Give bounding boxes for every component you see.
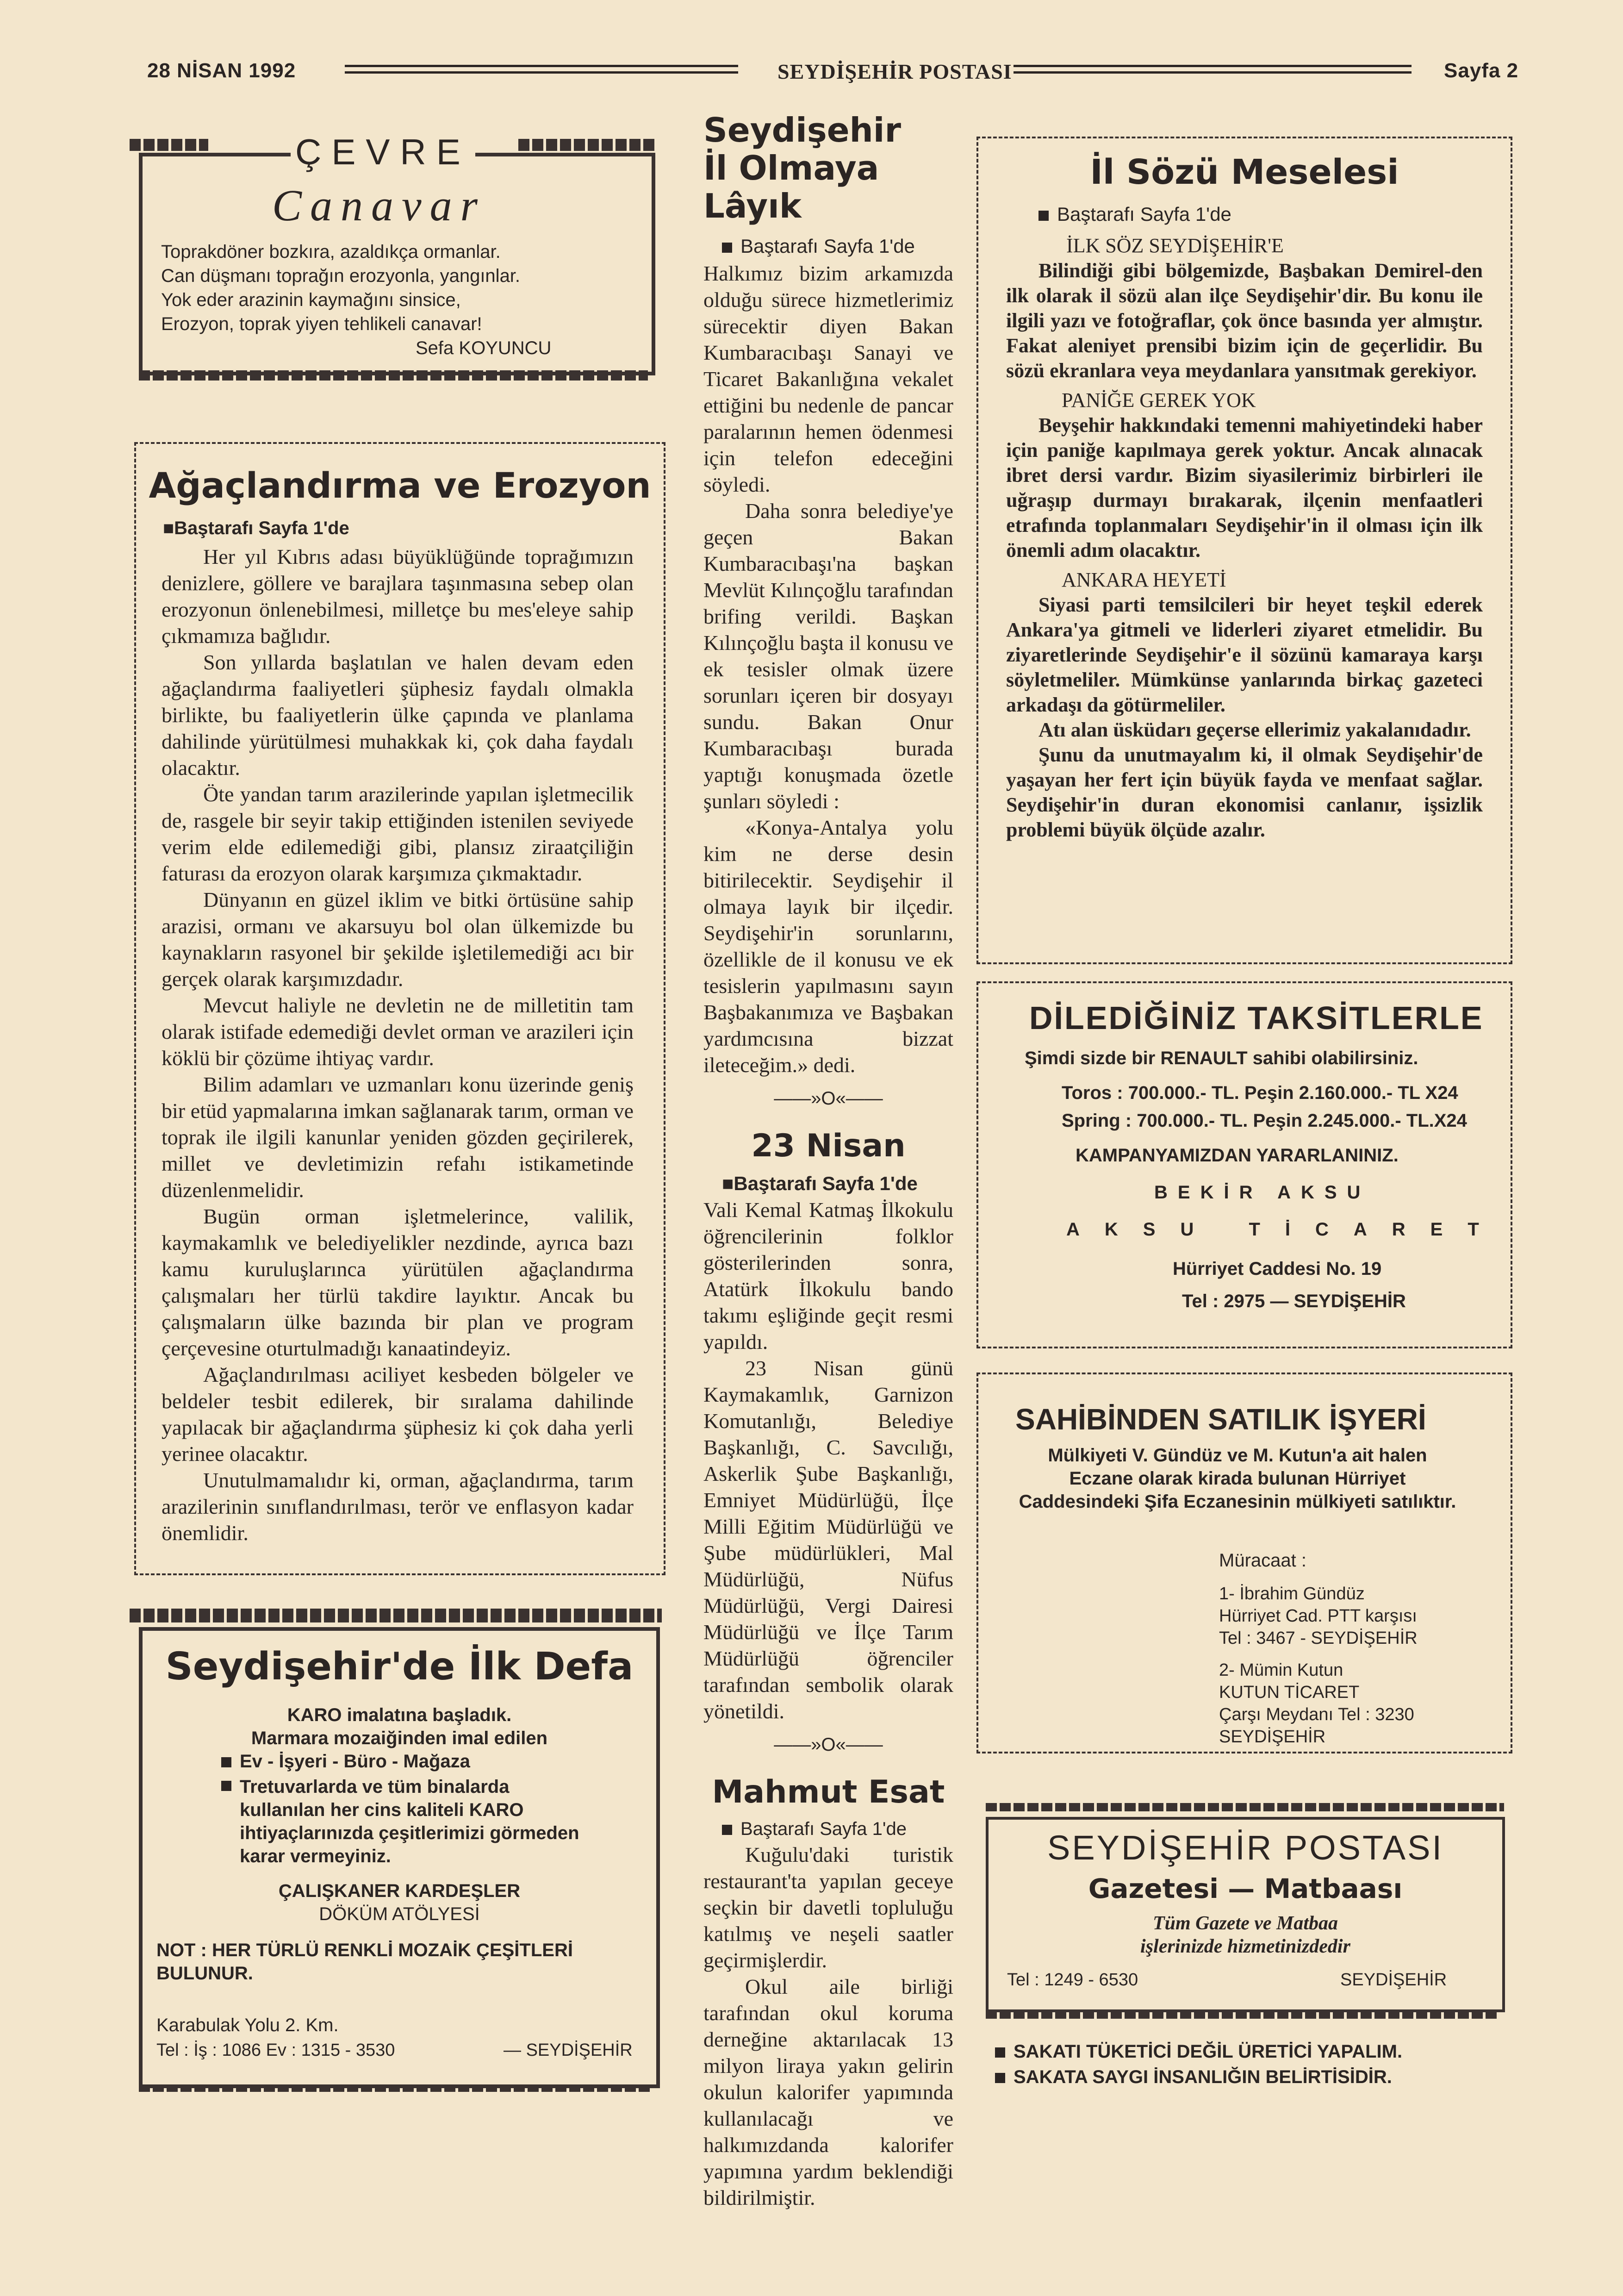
- karo-company1: ÇALIŞKANER KARDEŞLER: [278, 1881, 521, 1901]
- erosion-title: Ağaçlandırma ve Erozyon: [149, 465, 651, 506]
- separator: ——»O«——: [774, 1088, 883, 1109]
- header-date: 28 NİSAN 1992: [147, 59, 296, 82]
- renault-ad-box: [976, 981, 1512, 1348]
- il-sozu-title: İl Sözü Meselesi: [1090, 152, 1399, 192]
- renault-owner: BEKİR AKSU: [1154, 1182, 1371, 1203]
- erosion-continued: ■Baştarafı Sayfa 1'de: [163, 518, 349, 538]
- contact-line: SEYDİŞEHİR: [1219, 1727, 1326, 1747]
- karo-bullet2: [221, 1775, 582, 1868]
- renault-toros-price: Toros : 700.000.- TL. Peşin 2.160.000.- TL X24: [1062, 1083, 1458, 1103]
- paragraph: Dünyanın en güzel iklim ve bitki örtüsüne sahip arazisi, ormanı ve akarsuyu bol olan ülkemizde bu kaynakların rasyonel bir şekilde işletilemediği acı bir gerçek olarak karşımızdadır.: [162, 888, 634, 991]
- header-page-number: Sayfa 2: [1444, 59, 1519, 82]
- sale-contact1: [1219, 1583, 1418, 1649]
- paragraph: Öte yandan tarım arazilerinde yapılan işletmecilik de, rasgele bir seyir takip ettiğinden istenilen seviyede verim elde edilemediği gibi, plansız ziraatçiliğin faturası da erozyon olarak karşımıza çıkmaktadır.: [162, 782, 634, 885]
- poem-box: [139, 131, 655, 375]
- postasi-city: SEYDİŞEHİR: [1340, 1970, 1447, 1990]
- paragraph: Halkımız bizim arkamızda olduğu sürece hizmetlerimiz sürecektir diyen Bakan Kumbaracıbaşı Sanayi ve Ticaret Bakanlığına vekalet ettiğini bu nedenle de pancar paralarının hemen ödenmesi için telefon edeceğini söyledi.: [703, 262, 953, 496]
- paragraph: Şunu da unutmayalım ki, il olmak Seydişehir'de yaşayan her fert için büyük fayda ve menfaat sağlar. Seydişehir'in duran ekonomisi canlanır, işsizlik problemi büyük ölçüde azalır.: [1006, 743, 1483, 841]
- nisan-continued: ■Baştarafı Sayfa 1'de: [722, 1173, 918, 1194]
- contact-line: 1- İbrahim Gündüz: [1219, 1584, 1365, 1603]
- sale-muracaat: Müracaat :: [1219, 1550, 1306, 1571]
- poem-line: Yok eder arazinin kaymağını sinsice,: [161, 290, 461, 310]
- bullet-icon: [722, 1825, 732, 1835]
- il-olmaya-title1: Seydişehir: [703, 111, 901, 150]
- poem-border-top-right: [518, 139, 657, 151]
- il-sozu-body: [1006, 233, 1483, 842]
- paragraph: «Konya-Antalya yolu kim ne derse desin bitirilecektir. Seydişehir il olmaya layık bir ilçedir. Seydişehir'in sorunlarını, özellikle de il konusu ve ek tesislerin yapılmasını sayın Başbakanımıza ve Başbakan yardımcısına bizzat ileteceğim.» dedi.: [703, 816, 953, 1077]
- contact-line: Çarşı Meydanı Tel : 3230: [1219, 1705, 1414, 1724]
- poem-border-top-left: [130, 139, 208, 151]
- postasi-ad-box: [986, 1817, 1505, 2012]
- il-olmaya-title2: İl Olmaya Lâyık: [703, 149, 879, 225]
- karo-phone: Tel : İş : 1086 Ev : 1315 - 3530: [156, 2040, 395, 2060]
- paragraph: Vali Kemal Katmaş İlkokulu öğrencilerinin folklor gösterilerinden sonra, Atatürk İlkokulu bando takımı eşliğinde geçit resmi yapıldı.: [703, 1198, 953, 1354]
- renault-title: DİLEDİĞİNİZ TAKSİTLERLE: [1029, 1000, 1484, 1036]
- renault-campaign: KAMPANYAMIZDAN YARARLANINIZ.: [1076, 1145, 1399, 1166]
- poem-author: Sefa KOYUNCU: [416, 338, 552, 358]
- sale-text: Mülkiyeti V. Gündüz ve M. Kutun'a ait halen Eczane olarak kirada bulunan Hürriyet Caddesindeki Şifa Eczanesinin mülkiyeti satılıktır.: [1019, 1445, 1456, 1512]
- karo-bullet1-text: Ev - İşyeri - Büro - Mağaza: [240, 1751, 470, 1772]
- bullet-icon: [221, 1781, 231, 1791]
- il-sozu-subheading: PANİĞE GEREK YOK: [1062, 389, 1256, 412]
- paragraph: Kuğulu'daki turistik restaurant'ta yapılan geceye seçkin bir davetli topluluğu katılmış ve neşeli saatler geçirmişlerdir.: [703, 1843, 953, 1972]
- slogan-2: [995, 2067, 1392, 2088]
- karo-border-bottom: [139, 2085, 653, 2092]
- contact-line: KUTUN TİCARET: [1219, 1683, 1360, 1702]
- postasi-border-top: [986, 1803, 1504, 1811]
- renault-phone: Tel : 2975 — SEYDİŞEHİR: [1182, 1291, 1406, 1311]
- paragraph: Atı alan üsküdarı geçerse ellerimiz yakalanıdadır.: [1038, 718, 1471, 741]
- contact-line: Hürriyet Cad. PTT karşısı: [1219, 1606, 1417, 1626]
- paragraph: Okul aile birliği tarafından okul koruma derneğine aktarılacak 13 milyon liraya yakın gelirin okulun kalorifer yapımında kullanılacağı ve halkımızdanda kalorifer yapımına yardım beklendiği bildirilmiştir.: [703, 1975, 953, 2209]
- il-sozu-continued: [1038, 203, 1231, 225]
- karo-city-text: SEYDİŞEHİR: [526, 2040, 633, 2060]
- header-rule-right: [1014, 65, 1412, 74]
- bullet-icon: [1038, 211, 1049, 221]
- karo-note: NOT : HER TÜRLÜ RENKLİ MOZAİK ÇEŞİTLERİ BULUNUR.: [156, 1940, 573, 1984]
- separator: ——»O«——: [774, 1734, 883, 1755]
- header-rule-left: [345, 65, 738, 74]
- postasi-title: SEYDİŞEHİR POSTASI: [1047, 1828, 1444, 1867]
- renault-spring-price: Spring : 700.000.- TL. Peşin 2.245.000.- TL.X24: [1062, 1111, 1467, 1131]
- bullet-icon: [995, 2073, 1005, 2083]
- il-sozu-box: [976, 137, 1512, 964]
- poem-lines: [161, 240, 520, 336]
- karo-ad-box: [139, 1627, 660, 2088]
- il-olmaya-body: [703, 260, 953, 1078]
- sale-contact2: [1219, 1659, 1414, 1748]
- paragraph: Son yıllarda başlatılan ve halen devam eden ağaçlandırma faaliyetleri şüphesiz faydalı olmakla birlikte, bu faaliyetlerin ülke çapında ve planlama dahilinde yürütülmesi muhakkak ki, çok daha faydalı olacaktır.: [162, 650, 634, 780]
- postasi-border-bottom: [986, 2011, 1499, 2019]
- karo-city: — SEYDİŞEHİR: [504, 2040, 633, 2060]
- postasi-phone: Tel : 1249 - 6530: [1007, 1970, 1138, 1990]
- karo-bullet2-text: Tretuvarlarda ve tüm binalarda kullanılan her cins kaliteli KARO ihtiyaçlarınızda çeşitlerimizi görmeden karar vermeyiniz.: [240, 1777, 579, 1866]
- poem-line: Erozyon, toprak yiyen tehlikeli canavar!: [161, 314, 482, 334]
- paragraph: Ağaçlandırılması aciliyet kesbeden bölgeler ve beldeler tesbit edilerek, bir sıralama dahilinde yapılacak bir ağaçlandırma şüphesiz ki çok daha yerli yerinee olacaktır.: [162, 1363, 634, 1466]
- sale-title: SAHİBİNDEN SATILIK İŞYERİ: [1015, 1403, 1426, 1436]
- bullet-icon: [995, 2047, 1005, 2058]
- il-olmaya-continued-text: Baştarafı Sayfa 1'de: [740, 235, 915, 257]
- paragraph: Daha sonra belediye'ye geçen Bakan Kumbaracıbaşı'na başkan Mevlüt Kılınçoğlu tarafından brifing verildi. Başkan Kılınçoğlu başta il konusu ve ek tesisler olmak üzere sorunları içeren bir dosyayı sundu. Bakan Onur Kumbaracıbaşı burada yaptığı konuşmada özetle şunları söyledi :: [703, 499, 953, 813]
- il-sozu-subheading: ANKARA HEYETİ: [1062, 568, 1226, 591]
- esat-body: [703, 1841, 953, 2211]
- poem-line: Can düşmanı toprağın erozyonla, yangınlar.: [161, 266, 521, 286]
- paragraph: Bilindiği gibi bölgemizde, Başbakan Demirel-den ilk olarak il sözü alan ilçe Seydişehir'dir. Bu konu ile ilgili yazı ve fotoğraflar, çok önce basında yer almıştır. Fakat aleniyet prensibi bizim için de geçerlidir. Bu sözü ekranlara veya meydanlara yansıtmak gerekiyor.: [1006, 259, 1483, 382]
- karo-line2: Marmara mozaiğinden imal edilen: [251, 1728, 548, 1748]
- karo-line1: KARO imalatına başladık.: [287, 1705, 512, 1725]
- renault-subtitle: Şimdi sizde bir RENAULT sahibi olabilirsiniz.: [1025, 1048, 1418, 1068]
- poem-title: Canavar: [272, 181, 486, 230]
- karo-title: Seydişehir'de İlk Defa: [165, 1645, 634, 1689]
- il-sozu-subheading: İLK SÖZ SEYDİŞEHİR'E: [1066, 234, 1284, 257]
- paragraph: Bugün orman işletmelerince, valilik, kaymakamlık ve belediyelikler nezdinde, ayrıca bazı kamu kuruluşlarınca yürütülen ağaçlandırma çalışmaları her türlü takdire layıktır. Ancak bu çalışmaların ülke bazında bir plan ve program çerçevesine oturtulmadığı kanaatindeyiz.: [162, 1204, 634, 1360]
- renault-address: Hürriyet Caddesi No. 19: [1173, 1259, 1382, 1279]
- il-olmaya-article: [703, 111, 953, 2211]
- karo-bullet1: [221, 1751, 470, 1772]
- nisan-title: 23 Nisan: [751, 1128, 906, 1164]
- erosion-body: [162, 543, 634, 1546]
- contact-line: 2- Mümin Kutun: [1219, 1660, 1343, 1680]
- poem-line: Toprakdöner bozkıra, azaldıkça ormanlar.: [161, 242, 501, 262]
- esat-continued: [703, 1819, 953, 1840]
- contact-line: Tel : 3467 - SEYDİŞEHİR: [1219, 1628, 1418, 1648]
- paragraph: Mevcut haliyle ne devletin ne de milletitin tam olarak istifade edemediği devlet orman ve arazileri için köklü bir çözüme ihtiyaç vardır.: [162, 993, 634, 1070]
- erosion-article-box: [134, 442, 665, 1575]
- poem-section-label: ÇEVRE: [291, 131, 475, 173]
- slogan-text: SAKATI TÜKETİCİ DEĞİL ÜRETİCİ YAPALIM.: [1014, 2041, 1403, 2062]
- postasi-subtitle: Gazetesi — Matbaası: [1088, 1873, 1403, 1904]
- paragraph: 23 Nisan günü Kaymakamlık, Garnizon Komutanlığı, Belediye Başkanlığı, C. Savcılığı, Askerlik Şube Başkanlığı, Emniyet Müdürlüğü, İlçe Milli Eğitim Müdürlüğü ve Şube müdürlükleri, Mal Müdürlüğü, Nüfus Müdürlüğü, Vergi Dairesi Müdürlüğü ve İlçe Tarım Müdürlüğü öğrenciler tarafından sembolik olarak yönetildi.: [703, 1356, 953, 1723]
- header-paper-name: SEYDİŞEHİR POSTASI: [777, 60, 1012, 83]
- karo-company2: DÖKÜM ATÖLYESİ: [319, 1904, 480, 1924]
- karo-border-top: [130, 1609, 662, 1622]
- karo-address: Karabulak Yolu 2. Km.: [156, 2015, 339, 2035]
- esat-title: Mahmut Esat: [712, 1774, 945, 1810]
- paragraph: Beyşehir hakkındaki temenni mahiyetindeki haber için paniğe kapılmaya gerek yoktur. Ancak alınacak ibret dersi vardır. Bizim siyasilerimiz birbirleri ile uğraşıp durmayı bırakarak, ilçenin menfaatleri etrafında toplanmaları Seydişehir'in il olması için ilk önemli adım olacaktır.: [1006, 414, 1483, 562]
- postasi-tag2: işlerinizde hizmetinizdedir: [1140, 1936, 1350, 1957]
- paragraph: Bilim adamları ve uzmanları konu üzerinde geniş bir etüd yapmalarına imkan sağlanarak tarım, orman ve toprak ile ilgili kanunlar yeniden gözden geçirilerek, millet ve devletimizin refahı istikametinde düzenlenmelidir.: [162, 1073, 634, 1202]
- paragraph: Siyasi parti temsilcileri bir heyet teşkil ederek Ankara'ya gitmeli ve liderleri ziyaret etmelidir. Bu ziyaretlerinde Seydişehir'e il sözünü kamaraya karşı söyletmeliler. Mümkünse yanlarında birkaç gazeteci arkadaşı da götürmeliler.: [1006, 593, 1483, 716]
- renault-company: AKSU TİCARET: [1066, 1219, 1504, 1240]
- bullet-icon: [221, 1757, 231, 1767]
- sale-ad-box: [976, 1373, 1512, 1753]
- poem-border-bottom: [139, 370, 648, 381]
- slogan-text: SAKATA SAYGI İNSANLIĞIN BELİRTİSİDİR.: [1014, 2067, 1392, 2087]
- bullet-icon: [722, 243, 732, 253]
- postasi-tag1: Tüm Gazete ve Matbaa: [1152, 1913, 1338, 1934]
- paragraph: Unutulmamalıdır ki, orman, ağaçlandırma, tarım arazilerinin sınıflandırılması, terör ve enflasyon kadar önemlidir.: [162, 1468, 634, 1545]
- paragraph: Her yıl Kıbrıs adası büyüklüğünde toprağımızın denizlere, göllere ve barajlara taşınmasına sebep olan erozyonun önlenebilmesi, milletçe bu mes'eleye sahip çıkmamıza bağlıdır.: [162, 545, 634, 648]
- il-sozu-continued-text: Baştarafı Sayfa 1'de: [1057, 203, 1231, 225]
- esat-continued-text: Baştarafı Sayfa 1'de: [740, 1819, 907, 1839]
- il-olmaya-continued: [703, 235, 953, 257]
- slogan-1: [995, 2041, 1402, 2062]
- nisan-body: [703, 1197, 953, 1724]
